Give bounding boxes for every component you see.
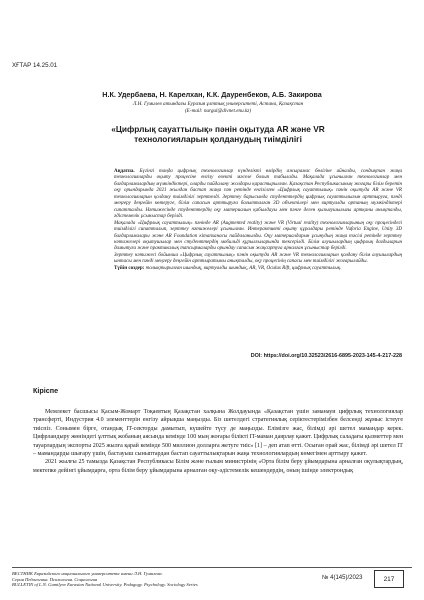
abstract-conclusion: Зерттеу нәтижесі бойынша «Цифрлық сауаттылық» пәнін оқытуда AR және VR технологияларын қолдану білім алушылардың ынтасы мен пәнді меңгеру деңгейін арттыратыны анықталды, оқу процесінің сапасы мен тиімділігі жоғарылайды.	[114, 251, 402, 265]
keywords	[114, 265, 402, 271]
article-title-line-2: технологияларын қолданудың тиімділігі	[134, 134, 302, 144]
article-title-line-1: «Цифрлық сауаттылық» пәнін оқытуда AR және VR	[111, 124, 325, 134]
footer-journal	[12, 571, 198, 588]
abstract-methods: Мақалада «Цифрлық сауаттылық» пәнінде AR (Augmented reality) және VR (Virtual reality) технологияларының оқу процесіндегі тиімділігі сипатталып, зерттеу нәтижелері ұсынылған. Интерактивті оқыту құралдары ретінде Vuforia Engine, Unity 3D бағдарламалары және AR Foundation кітапханасы пайдаланылды. Оқу материалдарын ұсынудың жаңа тәсілі ретінде зерттеу нәтижелері оқытушылар мен студенттердің мобильді құрылғыларында тексерілді. Білім алушылардың цифрлық дағдыларын дамытуға және практикалық тапсырмаларды орындау сапасын жақсартуға арналған ұсыныстар берілді.	[114, 219, 402, 252]
classification-code: ХҒТАР 14.25.01	[12, 62, 58, 69]
doi-link[interactable]: DOI: https://doi.org/10.32523/2616-6895-2023-145-4-217-228	[250, 353, 402, 359]
footer-journal-line-2: Серия Педагогика. Психология. Социология	[12, 576, 98, 582]
body-paragraph: Мемлекет басшысы Қасым-Жомарт Тоқаевтың Қазақстан халқына Жолдауында «Қазақстан үшін заманауи цифрлық технологиялар трансферті, Индустрия 4.0 элементтерін енгізу айрықша маңызды. Біз шетелдегі стратегиялық серіктестерімізбен белсенді жұмыс істеуге тиіспіз. Сонымен бірге, отандық IT-секторды дамытып, күшейте түсу де маңызды. Елімізге жас, білімді әрі шетел мамандар керек. Цифрландыру жөніндегі ұлттық жобаның аясында кемінде 100 мың жоғары білікті IT-маман даярлау қажет. Цифрлық саладағы қызметтер мен тауарлардың экспорты 2025 жылға қарай кемінде 500 миллион долларға жетуге тиіс» [1] – деп атап өтті. Осыған орай жас, білімді әрі шетел IT – мамандарды шығару үшін, бастауыш сыныптардан бастап сауаттылықтарын жаңа технологиялардың көмегімен арттыру қажет.	[33, 409, 403, 458]
abstract-text: Бүгінгі таңда цифрлық технологиялар күнделікті өмірдің ажырамас бөлігіне айналды, сондықтан жаңа технологияларды оқыту процесіне енгізу өзекті мәселе болып табылады. Мақалада ұсынылған технологиялар мен бағдарламалардың мүмкіндіктері, оларды пайдалану жолдары қарастырылған. Қазақстан Республикасының жоғары білім беретін оқу орындарында 2021 жылдан бастап жаңа пән ретінде енгізілген «Цифрлық сауаттылық» пәнін оқытуда AR және VR технологияларын қолдану тиімділігі зерттелді. Зерттеу барысында студенттердің цифрлық сауаттылығын арттыруға, пәнді меңгеру деңгейін көтеруге, білім сапасын арттыруға бағытталған 3D объектілері мен виртуалды ортаның мүмкіндіктері сипатталды. Нәтижесінде студенттердің оқу материалын қабылдауы мен пәнге деген қызығушылығы артқаны анықталды, әдістемелік ұсыныстар берілді.	[114, 168, 402, 220]
article-title	[40, 124, 396, 144]
affiliation-line: Л.Н. Гумилев атындағы Еуразия ұлттық университеті, Астана, Қазақстан	[132, 101, 304, 107]
abstract-label: Аңдатпа.	[114, 168, 135, 174]
page-number: 217	[374, 570, 404, 588]
authors: Н.К. Удербаева, Н. Карелхан, К.К. Дауренбеков, А.Б. Закирова	[102, 90, 322, 99]
affiliation-email: (E-mail: nurgul@divnet.enu.kz)	[184, 108, 252, 114]
body-paragraph: 2021 жылғы 25 тамызда Қазақстан Республикасы Білім және ғылым министрінің «Орта білім беру ұйымдарына арналған оқулықтардың, мектепке дейінгі ұйымдарға, орта білім беру ұйымдарына арналған оқу-әдістемелік кешендердің, оның ішінде электрондық	[33, 459, 403, 474]
section-heading-introduction: Кіріспе	[33, 386, 59, 395]
abstract-paragraph	[114, 168, 402, 220]
keywords-text: толықтырылған шындық, виртуалды шындық, AR, VR, Oculus Rift, цифрлық сауаттылық.	[145, 264, 342, 271]
footer-journal-line-3: BULLETIN of L.N. Gumilyov Eurasian National University. Pedagogy. Psychology. Sociology Series	[12, 582, 198, 588]
affiliation	[40, 101, 396, 115]
introduction-body	[33, 408, 403, 475]
footer-divider	[12, 567, 412, 568]
footer-journal-line-1: ВЕСТНИК Евразийского национального университета имени Л.Н. Гумилева.	[12, 571, 163, 576]
keywords-label: Түйін сөздер:	[114, 264, 145, 271]
issue-number: № 4(145)/2023	[322, 575, 363, 581]
abstract	[114, 168, 402, 271]
